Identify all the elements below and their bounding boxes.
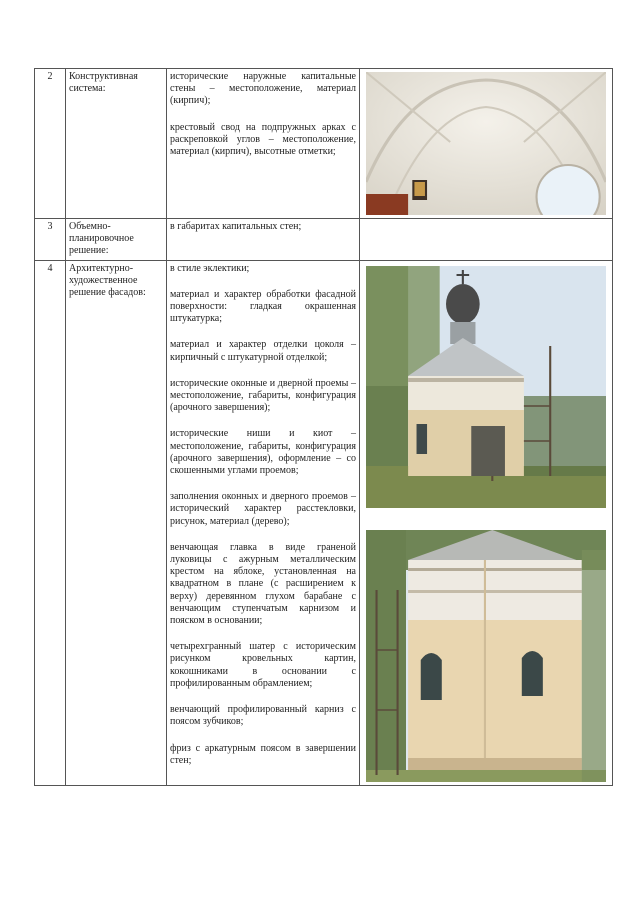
description-paragraph: материал и характер обработки фасадной поверхности: гладкая окрашенная штукатурка;	[170, 288, 356, 325]
description-paragraph: материал и характер отделки цоколя – кирпичный с штукатурной отделкой;	[170, 339, 356, 363]
photo-cell	[360, 260, 613, 785]
description-paragraph: исторические оконные и дверной проемы – местоположение, габариты, конфигурация (арочного завершения);	[170, 377, 356, 414]
row-title: Конструктивная система:	[66, 69, 167, 219]
row-description	[167, 69, 360, 219]
chapel-front-photo	[366, 266, 606, 508]
row-number: 3	[35, 219, 66, 261]
photo-cell	[360, 219, 613, 261]
description-paragraph: заполнения оконных и дверного проемов – исторический характер расстекловки, рисунок, материал (дерево);	[170, 491, 356, 527]
photo-cell	[360, 69, 613, 219]
monument-description-table	[34, 68, 613, 786]
row-description	[167, 219, 360, 261]
description-paragraph: фриз с аркатурным поясом в завершении стен;	[170, 742, 356, 766]
description-paragraph: венчающий профилированный карниз с поясом зубчиков;	[170, 704, 356, 728]
description-paragraph: венчающая главка в виде граненой луковицы с ажурным металлическим крестом на яблоке, установленная на квадратном в плане (с расширением к верху) деревянном глухом барабане с венчающим ступенчатым карнизом и пояском в основании;	[170, 541, 356, 627]
interior-vault-photo	[366, 72, 606, 215]
description-paragraph: в стиле эклектики;	[170, 262, 250, 274]
description-paragraph: четырехгранный шатер с историческим рисунком кровельных картин, кокошниками в основании с профилированным обрамлением;	[170, 641, 356, 689]
row-number: 2	[35, 69, 66, 219]
table-row	[35, 69, 613, 219]
chapel-corner-photo	[366, 530, 606, 782]
table-row	[35, 260, 613, 785]
row-description	[167, 260, 360, 785]
description-paragraph: крестовый свод на подпружных арках с раскреповкой углов – местоположение, материал (кирпич), высотные отметки;	[170, 121, 356, 158]
row-number: 4	[35, 260, 66, 785]
description-paragraph: исторические наружные капитальные стены – местоположение, материал (кирпич);	[170, 71, 356, 107]
row-title: Объемно-планировочное решение:	[66, 219, 167, 261]
table-row	[35, 219, 613, 261]
row-title: Архитектурно-художественное решение фасадов:	[66, 260, 167, 785]
description-paragraph: в габаритах капитальных стен;	[170, 221, 302, 232]
description-paragraph: исторические ниши и киот – местоположение, габариты, конфигурация (арочного завершения), оформление – со скошенными углами проемов;	[170, 428, 356, 477]
